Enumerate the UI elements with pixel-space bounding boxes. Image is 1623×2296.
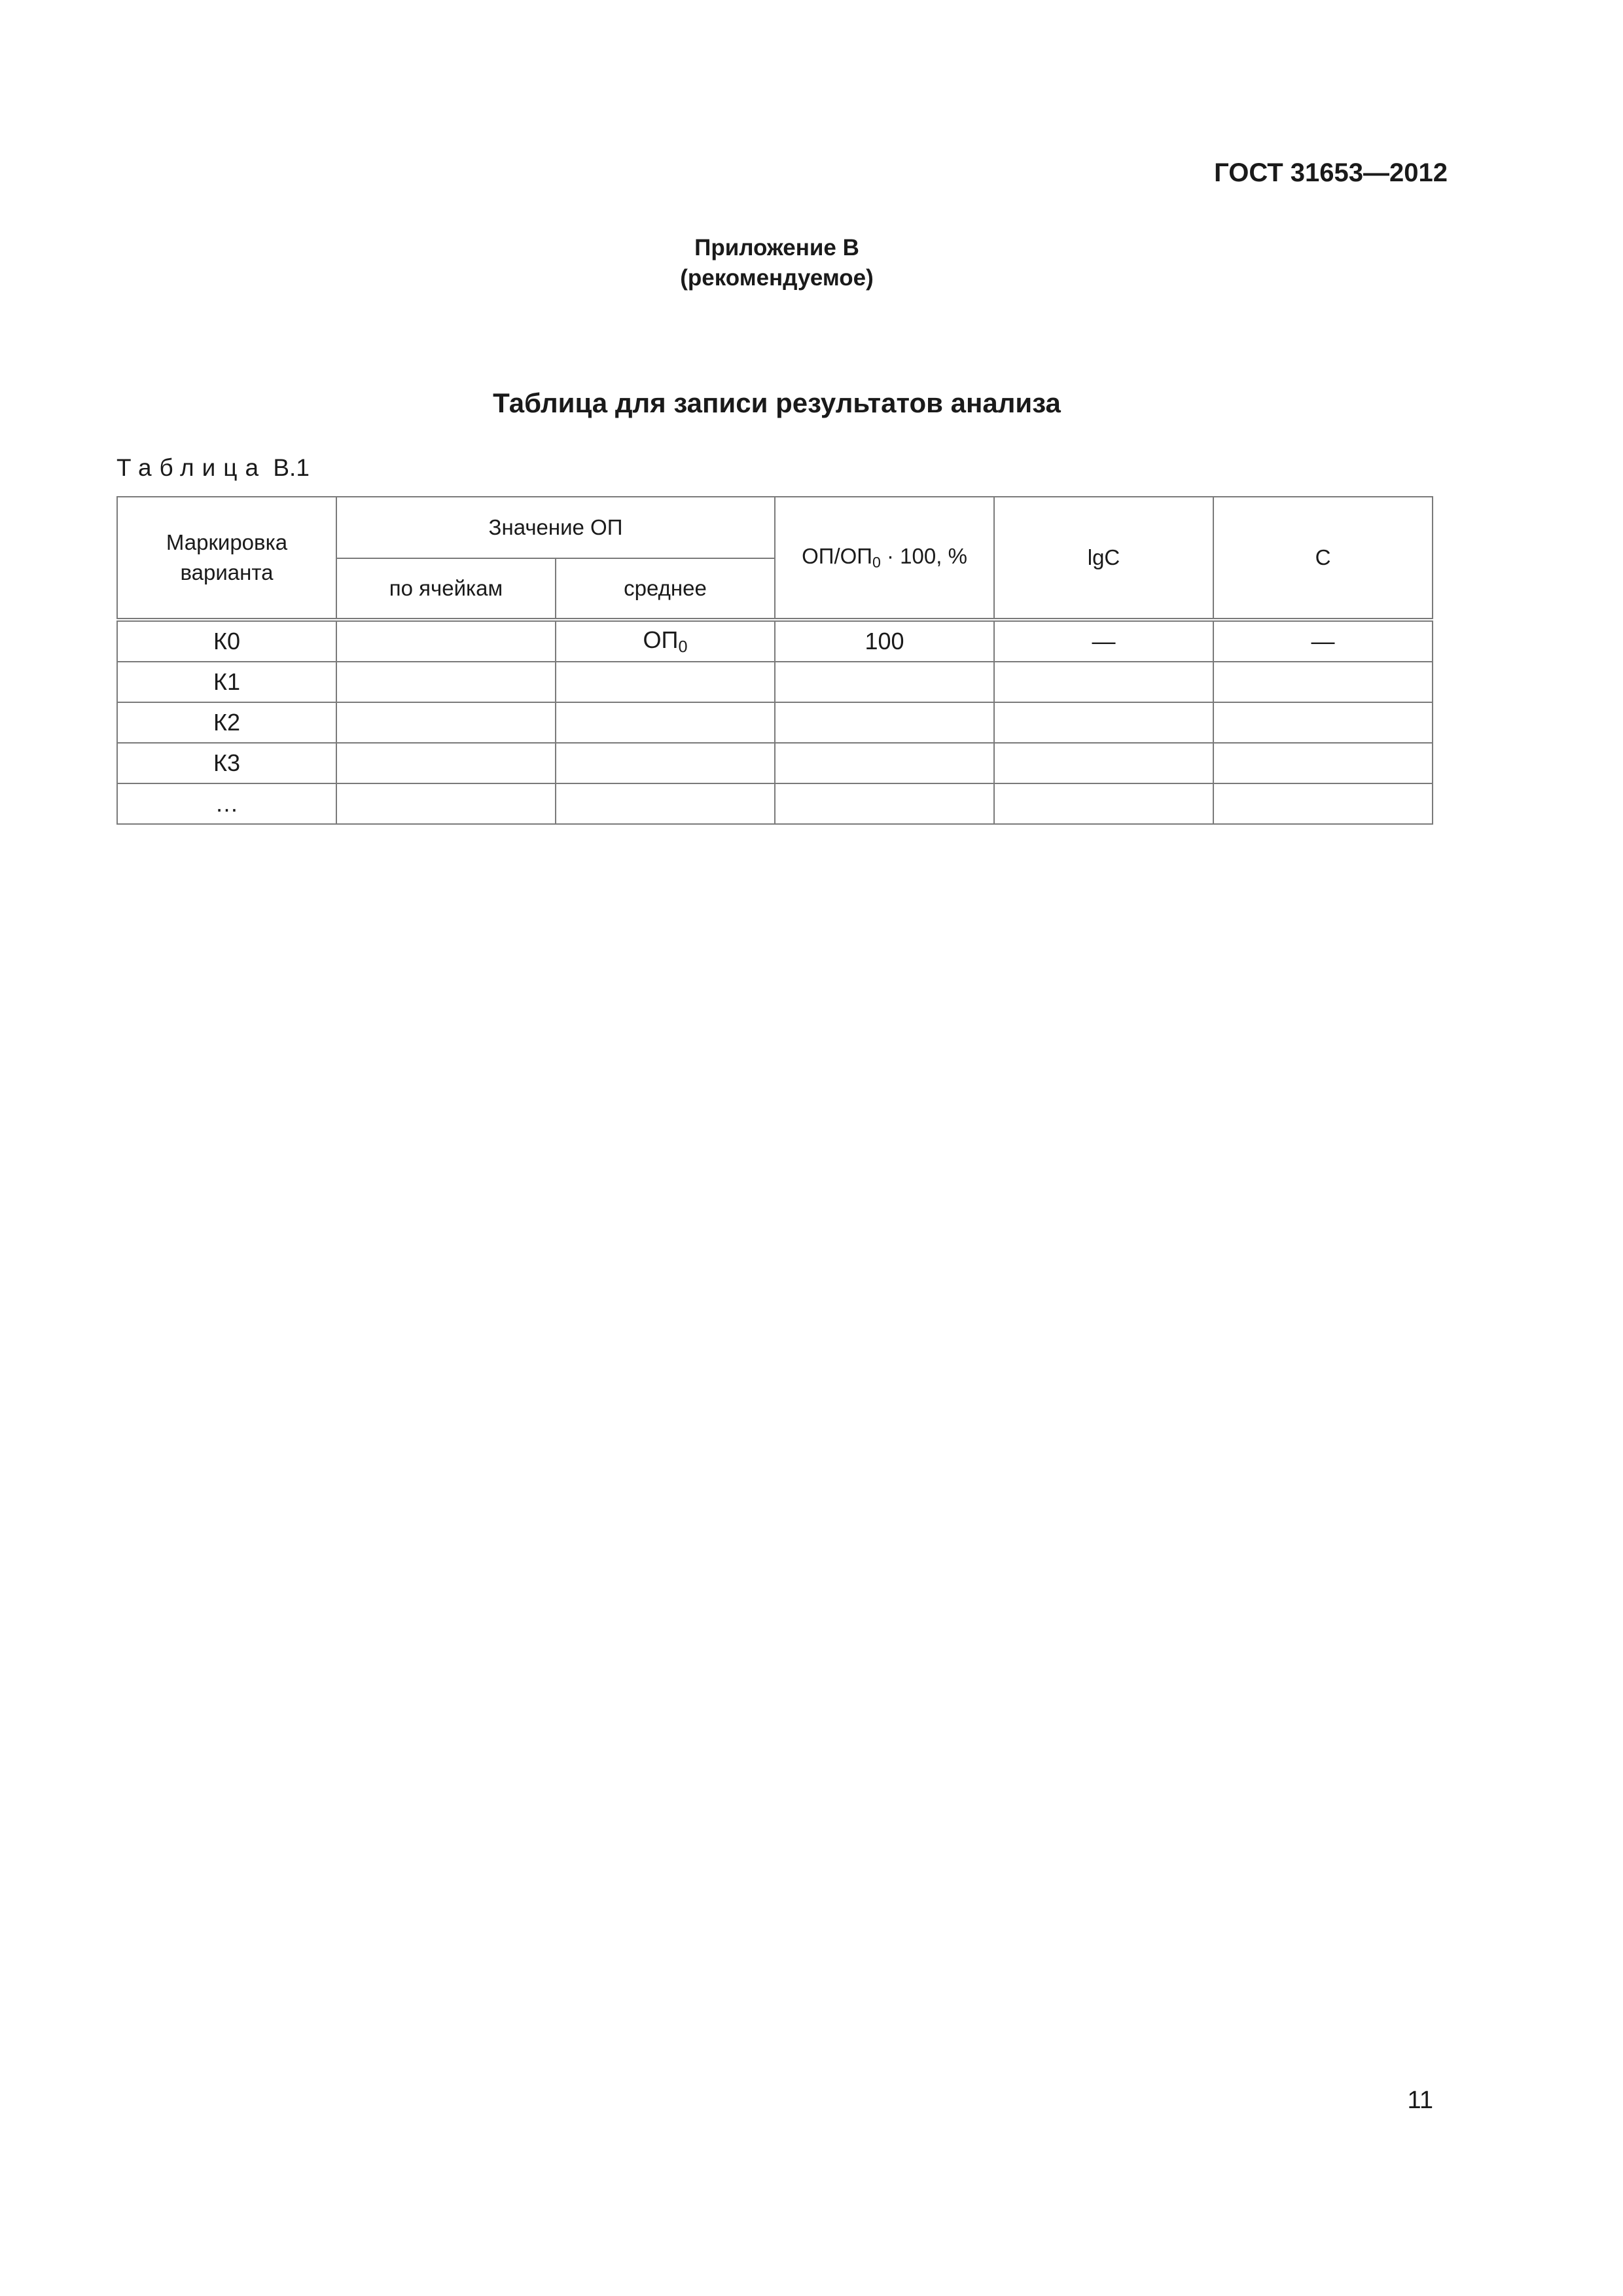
cell-by-cells bbox=[336, 743, 556, 783]
header-marking: Маркировка варианта bbox=[117, 497, 336, 620]
table-row bbox=[117, 620, 1433, 662]
cell-marking: К0 bbox=[117, 620, 336, 662]
cell-lgc: — bbox=[994, 620, 1213, 662]
cell-average bbox=[556, 620, 775, 662]
cell-lgc bbox=[994, 783, 1213, 824]
header-lgc: lgC bbox=[994, 497, 1213, 620]
cell-marking: … bbox=[117, 783, 336, 824]
cell-marking: К2 bbox=[117, 702, 336, 743]
cell-marking: К1 bbox=[117, 662, 336, 702]
cell-average-main: ОП bbox=[643, 626, 679, 653]
header-ratio-rest: · 100, % bbox=[880, 544, 967, 569]
cell-ratio bbox=[775, 702, 994, 743]
cell-c bbox=[1213, 702, 1433, 743]
cell-average bbox=[556, 702, 775, 743]
cell-lgc bbox=[994, 702, 1213, 743]
cell-by-cells bbox=[336, 783, 556, 824]
annex-heading bbox=[0, 233, 1554, 293]
header-od-value: Значение ОП bbox=[336, 497, 775, 558]
cell-c bbox=[1213, 783, 1433, 824]
table-caption bbox=[116, 454, 310, 482]
cell-average-sub: 0 bbox=[678, 637, 688, 656]
cell-average bbox=[556, 662, 775, 702]
header-ratio bbox=[775, 497, 994, 620]
annex-title: Приложение В bbox=[694, 235, 859, 260]
cell-ratio bbox=[775, 662, 994, 702]
table-row bbox=[117, 702, 1433, 743]
header-ratio-main: ОП/ОП bbox=[802, 544, 873, 569]
cell-marking: К3 bbox=[117, 743, 336, 783]
table-row bbox=[117, 783, 1433, 824]
document-title: Таблица для записи результатов анализа bbox=[493, 387, 1061, 418]
table-caption-number: В.1 bbox=[273, 454, 310, 481]
cell-by-cells bbox=[336, 702, 556, 743]
cell-ratio: 100 bbox=[775, 620, 994, 662]
header-average: среднее bbox=[556, 558, 775, 620]
cell-lgc bbox=[994, 743, 1213, 783]
header-ratio-sub: 0 bbox=[872, 553, 881, 571]
cell-average bbox=[556, 743, 775, 783]
cell-c bbox=[1213, 662, 1433, 702]
table-header-row bbox=[117, 497, 1433, 558]
cell-by-cells bbox=[336, 662, 556, 702]
header-by-cells: по ячейкам bbox=[336, 558, 556, 620]
header-c: С bbox=[1213, 497, 1433, 620]
cell-lgc bbox=[994, 662, 1213, 702]
cell-ratio bbox=[775, 743, 994, 783]
page-number: 11 bbox=[1407, 2087, 1433, 2114]
results-table bbox=[116, 496, 1433, 825]
cell-by-cells bbox=[336, 620, 556, 662]
cell-ratio bbox=[775, 783, 994, 824]
table-caption-word: Таблица bbox=[116, 454, 267, 481]
annex-status: (рекомендуемое) bbox=[680, 265, 874, 291]
standard-code: ГОСТ 31653—2012 bbox=[1214, 158, 1448, 187]
cell-average bbox=[556, 783, 775, 824]
table-row bbox=[117, 743, 1433, 783]
cell-c bbox=[1213, 743, 1433, 783]
cell-c: — bbox=[1213, 620, 1433, 662]
table-row bbox=[117, 662, 1433, 702]
